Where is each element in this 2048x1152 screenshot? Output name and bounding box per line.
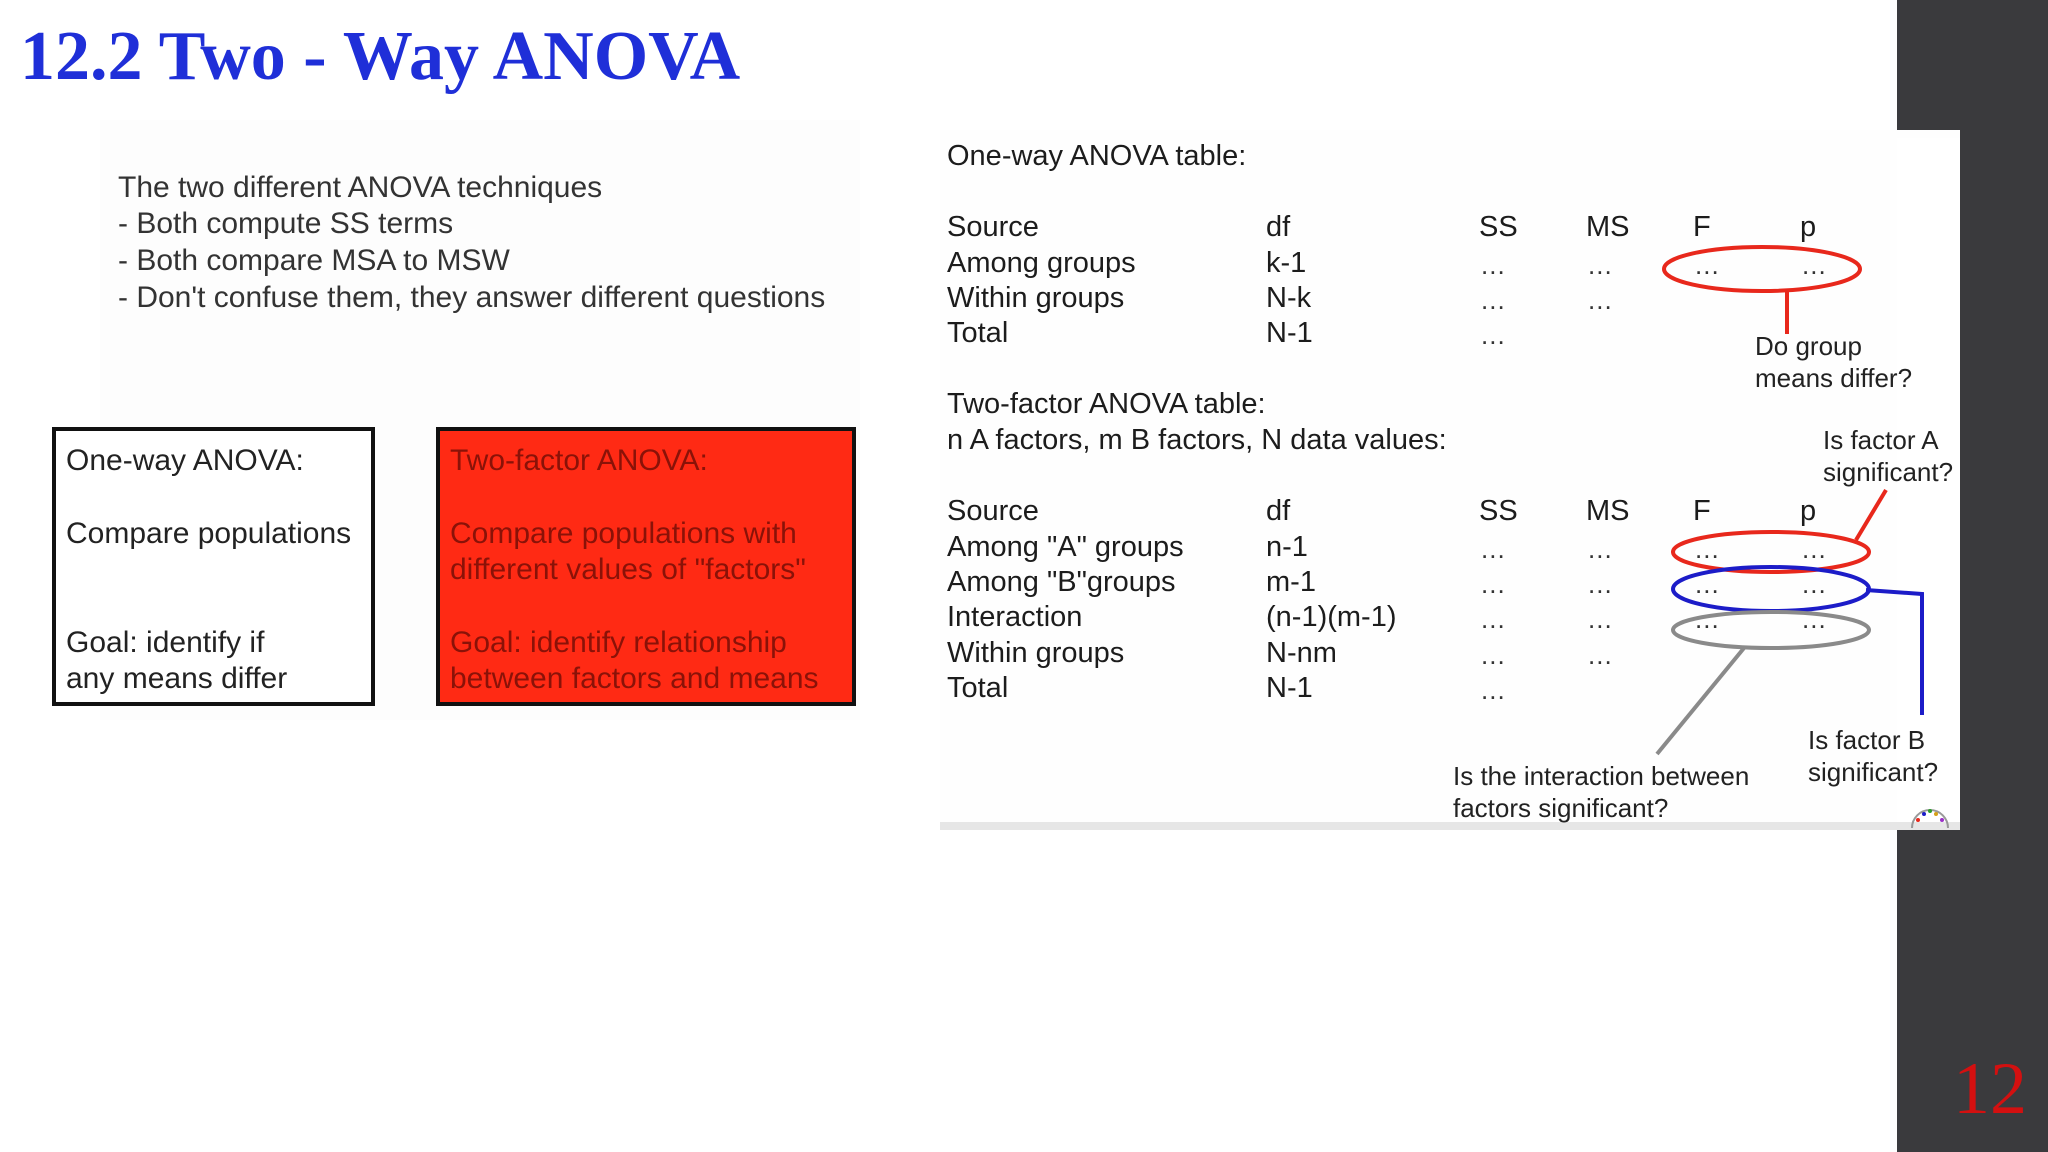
one-way-box-goal-line-1: Goal: identify if <box>66 626 265 659</box>
intro-bullet-1: - Both compute SS terms <box>118 207 454 240</box>
two-factor-row-b-ms: ... <box>1588 569 1613 599</box>
one-way-header-ss: SS <box>1479 211 1518 243</box>
two-factor-box-line-1: Compare populations with <box>450 517 797 550</box>
two-factor-box-goal-line-2: between factors and means <box>450 662 819 695</box>
intro-bullet-3: - Don't confuse them, they answer different questions <box>118 281 826 314</box>
two-factor-row-a-df: n-1 <box>1266 531 1308 563</box>
one-way-row-within-ms: ... <box>1588 285 1613 315</box>
annotation-factor-b-line-2: significant? <box>1808 757 1939 787</box>
slide-title: 12.2 Two - Way ANOVA <box>20 18 741 95</box>
one-way-box-goal-line-2: any means differ <box>66 662 288 695</box>
one-way-anova-box <box>52 427 375 706</box>
two-factor-row-a-source: Among "A" groups <box>947 531 1184 563</box>
two-factor-table-heading: Two-factor ANOVA table: <box>947 388 1266 420</box>
one-way-row-total-df: N-1 <box>1266 317 1313 349</box>
two-factor-header-source: Source <box>947 495 1039 527</box>
annotation-group-means-line-2: means differ? <box>1755 363 1913 393</box>
one-way-header-source: Source <box>947 211 1039 243</box>
two-factor-row-within-df: N-nm <box>1266 637 1337 669</box>
two-factor-row-within-ms: ... <box>1588 640 1613 670</box>
intro-bullet-2: - Both compare MSA to MSW <box>118 244 510 277</box>
two-factor-header-p: p <box>1800 495 1817 527</box>
two-factor-row-total-df: N-1 <box>1266 672 1313 704</box>
two-factor-row-b-ss: ... <box>1481 569 1506 599</box>
one-way-row-within-ss: ... <box>1481 285 1506 315</box>
decorative-logo-icon <box>1908 800 1952 830</box>
one-way-header-ms: MS <box>1586 211 1630 243</box>
annotation-interaction-line-1: Is the interaction between <box>1453 761 1750 791</box>
two-factor-row-b-p: ... <box>1802 569 1827 599</box>
one-way-header-p: p <box>1800 211 1817 243</box>
one-way-row-total-source: Total <box>947 317 1009 349</box>
annotation-factor-a-line-2: significant? <box>1823 457 1954 487</box>
one-way-header-f: F <box>1693 211 1711 243</box>
two-factor-row-a-f: ... <box>1695 534 1720 564</box>
two-factor-row-interaction-df: (n-1)(m-1) <box>1266 601 1397 633</box>
panel-bottom-strip <box>940 822 1960 830</box>
two-factor-header-ms: MS <box>1586 495 1630 527</box>
one-way-row-among-f: ... <box>1695 250 1720 280</box>
one-way-box-line: Compare populations <box>66 517 352 550</box>
two-factor-row-a-ms: ... <box>1588 534 1613 564</box>
one-way-row-among-ss: ... <box>1481 250 1506 280</box>
two-factor-header-f: F <box>1693 495 1711 527</box>
two-factor-row-interaction-ss: ... <box>1481 604 1506 634</box>
two-factor-box-goal-line-1: Goal: identify relationship <box>450 626 787 659</box>
two-factor-row-b-df: m-1 <box>1266 566 1316 598</box>
one-way-header-df: df <box>1266 211 1291 243</box>
one-way-row-among-p: ... <box>1802 250 1827 280</box>
two-factor-box-title: Two-factor ANOVA: <box>450 444 708 477</box>
two-factor-row-within-ss: ... <box>1481 640 1506 670</box>
two-factor-table-subheading: n A factors, m B factors, N data values: <box>947 424 1447 456</box>
two-factor-header-df: df <box>1266 495 1291 527</box>
two-factor-row-a-p: ... <box>1802 534 1827 564</box>
two-factor-row-interaction-f: ... <box>1695 604 1720 634</box>
two-factor-row-b-f: ... <box>1695 569 1720 599</box>
one-way-row-among-df: k-1 <box>1266 247 1307 279</box>
two-factor-row-total-source: Total <box>947 672 1009 704</box>
annotation-factor-b-line-1: Is factor B <box>1808 725 1926 755</box>
two-factor-anova-box <box>436 427 856 706</box>
one-way-row-among-ms: ... <box>1588 250 1613 280</box>
annotation-interaction-line-2: factors significant? <box>1453 793 1669 823</box>
one-way-row-within-source: Within groups <box>947 282 1125 314</box>
two-factor-row-interaction-p: ... <box>1802 604 1827 634</box>
two-factor-row-within-source: Within groups <box>947 637 1125 669</box>
two-factor-row-interaction-ms: ... <box>1588 604 1613 634</box>
one-way-row-within-df: N-k <box>1266 282 1312 314</box>
two-factor-row-a-ss: ... <box>1481 534 1506 564</box>
annotation-group-means-line-1: Do group <box>1755 331 1862 361</box>
one-way-row-among-source: Among groups <box>947 247 1136 279</box>
page-number: 12 <box>1953 1048 2027 1130</box>
two-factor-row-b-source: Among "B"groups <box>947 566 1176 598</box>
two-factor-row-total-ss: ... <box>1481 675 1506 705</box>
two-factor-header-ss: SS <box>1479 495 1518 527</box>
two-factor-row-interaction-source: Interaction <box>947 601 1083 633</box>
annotation-factor-a-line-1: Is factor A <box>1823 425 1939 455</box>
one-way-table-heading: One-way ANOVA table: <box>947 140 1247 172</box>
one-way-box-title: One-way ANOVA: <box>66 444 304 477</box>
intro-heading: The two different ANOVA techniques <box>118 171 603 204</box>
one-way-row-total-ss: ... <box>1481 320 1506 350</box>
two-factor-box-line-2: different values of "factors" <box>450 553 806 586</box>
